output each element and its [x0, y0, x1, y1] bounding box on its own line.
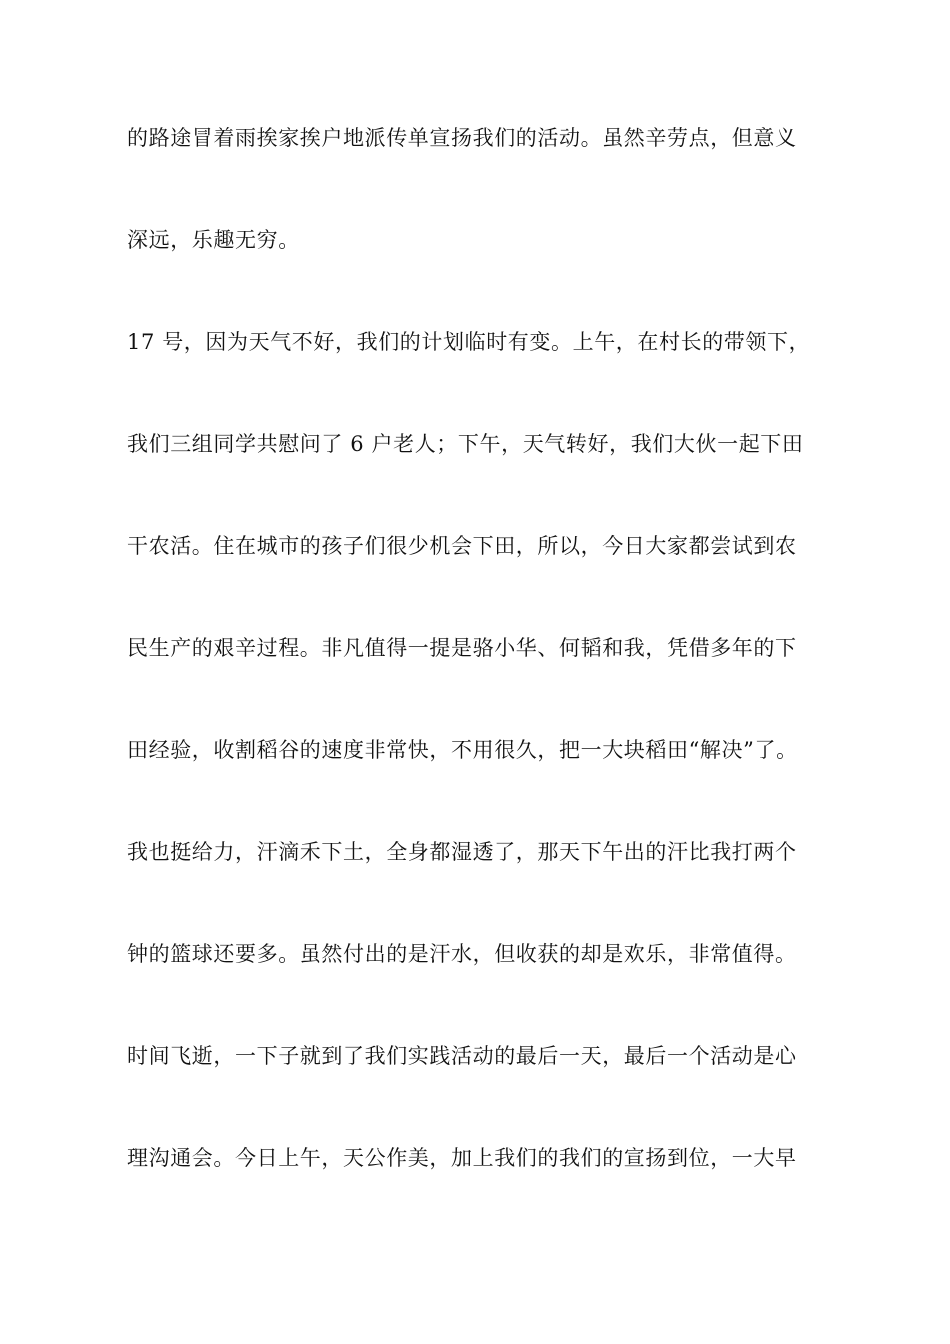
text-line: 理沟通会。今日上午，天公作美，加上我们的我们的宣扬到位，一大早: [127, 1146, 797, 1170]
text-line: 深远，乐趣无穷。: [127, 228, 300, 252]
text-line: 民生产的艰辛过程。非凡值得一提是骆小华、何韬和我，凭借多年的下: [127, 636, 797, 660]
text-line: 的路途冒着雨挨家挨户地派传单宣扬我们的活动。虽然辛劳点，但意义: [127, 126, 797, 150]
text-line: 17 号，因为天气不好，我们的计划临时有变。上午，在村长的带领下，: [127, 330, 811, 354]
text-line: 钟的篮球还要多。虽然付出的是汗水，但收获的却是欢乐，非常值得。: [127, 942, 797, 966]
body-text: [127, 118, 847, 1240]
text-line: 干农活。住在城市的孩子们很少机会下田，所以，今日大家都尝试到农: [127, 534, 797, 558]
text-line: 我们三组同学共慰问了 6 户老人；下午，天气转好，我们大伙一起下田: [127, 432, 804, 456]
text-line: 我也挺给力，汗滴禾下土，全身都湿透了，那天下午出的汗比我打两个: [127, 840, 797, 864]
text-line: 时间飞逝，一下子就到了我们实践活动的最后一天，最后一个活动是心: [127, 1044, 797, 1068]
text-line: 田经验，收割稻谷的速度非常快，不用很久，把一大块稻田“解决”了。: [127, 738, 798, 762]
